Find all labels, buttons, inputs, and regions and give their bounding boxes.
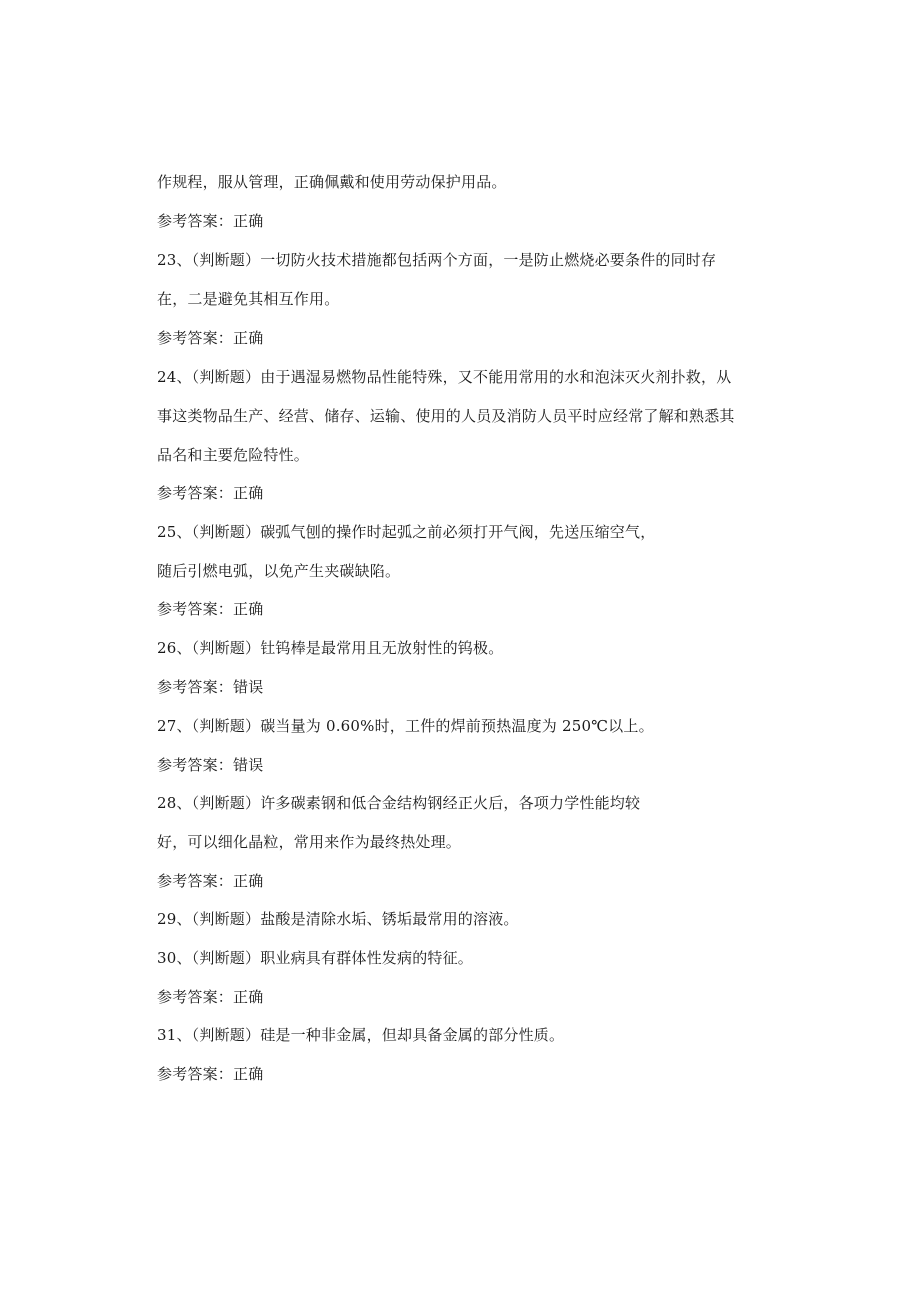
- question-23: 23、（判断题）一切防火技术措施都包括两个方面，一是防止燃烧必要条件的同时存: [157, 251, 717, 269]
- answer-line: 参考答案：错误: [157, 678, 264, 696]
- text-line: 在，二是避免其相互作用。: [157, 290, 340, 308]
- text-line: 好，可以细化晶粒，常用来作为最终热处理。: [157, 833, 462, 851]
- question-26: 26、（判断题）钍钨棒是最常用且无放射性的钨极。: [157, 639, 504, 657]
- answer-line: 参考答案：正确: [157, 872, 264, 890]
- question-25: 25、（判断题）碳弧气刨的操作时起弧之前必须打开气阀，先送压缩空气，: [157, 523, 656, 541]
- answer-line: 参考答案：正确: [157, 329, 264, 347]
- question-28: 28、（判断题）许多碳素钢和低合金结构钢经正火后，各项力学性能均较: [157, 794, 641, 812]
- text-line: 作规程，服从管理，正确佩戴和使用劳动保护用品。: [157, 173, 507, 191]
- text-line: 随后引燃电弧，以免产生夹碳缺陷。: [157, 562, 401, 580]
- answer-line: 参考答案：正确: [157, 600, 264, 618]
- text-line: 品名和主要危险特性。: [157, 446, 310, 464]
- answer-line: 参考答案：正确: [157, 1065, 264, 1083]
- question-29: 29、（判断题）盐酸是清除水垢、锈垢最常用的溶液。: [157, 910, 519, 928]
- question-31: 31、（判断题）硅是一种非金属，但却具备金属的部分性质。: [157, 1026, 565, 1044]
- answer-line: 参考答案：正确: [157, 212, 264, 230]
- answer-line: 参考答案：错误: [157, 756, 264, 774]
- answer-line: 参考答案：正确: [157, 988, 264, 1006]
- question-27: 27、（判断题）碳当量为 0.60%时，工件的焊前预热温度为 250℃以上。: [157, 717, 654, 735]
- answer-line: 参考答案：正确: [157, 484, 264, 502]
- text-line: 事这类物品生产、经营、储存、运输、使用的人员及消防人员平时应经常了解和熟悉其: [157, 407, 735, 425]
- question-24: 24、（判断题）由于遇湿易燃物品性能特殊，又不能用常用的水和泡沫灭火剂扑救，从: [157, 368, 732, 386]
- question-30: 30、（判断题）职业病具有群体性发病的特征。: [157, 949, 473, 967]
